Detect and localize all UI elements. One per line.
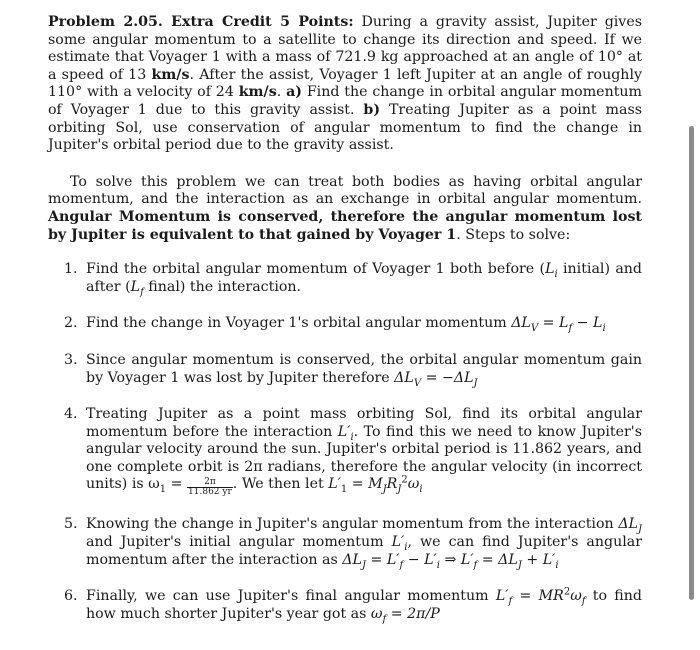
step-item: 1. Find the orbital angular momentum of Voyager 1 both before ($L_i$ initial) and after ($L_f$ final) the interaction. bbox=[64, 261, 642, 298]
fraction: $\frac{2\pi}{11.862 yr}$ bbox=[188, 477, 232, 498]
step-item: 4. Treating Jupiter as a point mass orbiting Sol, find its orbital angular momentum before the interaction $L'_i$. To find this we need to know Jupiter's angular velocity around the sun. Jupiter's orbital period is 11.862 years, and one complete orbit is 2π radians, therefore the angular velocity (in incorrect units) is $\omega_1$ = $\frac{2\pi}{11.862 yr}$ . We then let $L'_1 = M_JR_J^2\omega_i$ bbox=[64, 406, 642, 498]
steps-list bbox=[48, 261, 642, 623]
step-item: 5. Knowing the change in Jupiter's angular momentum from the interaction $\Delta L_J$ and Jupiter's initial angular momentum $L'_i$, we can find Jupiter's angular momentum after the interaction as $\Delta L_J = L'_f - L'_i$ ⇒ $L'_f = \Delta L_J + L'_i$ bbox=[64, 516, 643, 571]
step-item: 2. Find the change in Voyager 1's orbital angular momentum $\Delta L_V = L_f - L_i$ bbox=[64, 315, 606, 335]
problem-statement: Problem 2.05. Extra Credit 5 Points: During a gravity assist, Jupiter gives some angular momentum to a satellite to change its direction and speed. If we estimate that Voyager 1 with a mass of 721.9 kg approached at an angle of 10° at a speed of 13 km/s. After the assist, Voyager 1 left Jupiter at an angle of roughly 110° with a velocity of 24 km/s. a) Find the change in orbital angular momentum of Voyager 1 due to this gravity assist. b) Treating Jupiter as a point mass orbiting Sol, use conservation of angular momentum to find the change in Jupiter's orbital period due to the gravity assist. bbox=[48, 14, 643, 154]
problem-heading: Problem 2.05. Extra Credit 5 Points: bbox=[48, 14, 354, 30]
vertical-scrollbar[interactable] bbox=[689, 126, 694, 600]
step-item: 6. Finally, we can use Jupiter's final angular momentum $L'_f = MR^2\omega_f$ to find how much shorter Jupiter's year got as $\omega_f = 2\pi/P$ bbox=[64, 586, 642, 625]
step-item: 3. Since angular momentum is conserved, the orbital angular momentum gain by Voyager 1 was lost by Jupiter therefore $\Delta L_V = -\Delta L_J$ bbox=[64, 351, 642, 389]
document-page bbox=[48, 14, 642, 642]
solution-intro: To solve this problem we can treat both bodies as having orbital angular momentum, and the interaction as an exchange in orbital angular momentum. Angular Momentum is conserved, therefore the angular momentum lost by Jupiter is equivalent to that gained by Voyager 1. Steps to solve: bbox=[48, 173, 642, 243]
